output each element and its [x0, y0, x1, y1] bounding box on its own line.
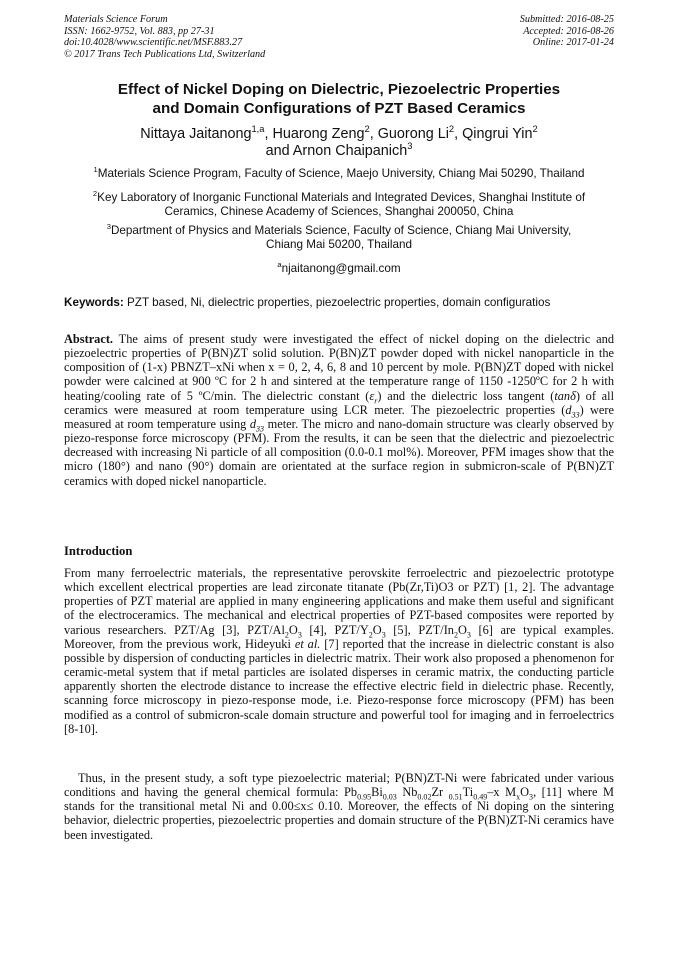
publication-dates: [520, 14, 614, 49]
author-affiliation-mark: 2: [532, 124, 538, 135]
author-name: Guorong Li: [377, 126, 449, 142]
author-list: Nittaya Jaitanong$^{1,a}$, Huarong Zeng$^2$, Guorong Li$^2$, Qingrui Yin$^2$ and Arnon Chaipanich$^3$: [140, 124, 538, 159]
affiliation-1: $^1$Materials Science Program, Faculty of Science, Maejo University, Chiang Mai 50290, Thailand: [93, 165, 585, 180]
issn-line: ISSN: 1662-9752, Vol. 883, pp 27-31: [64, 25, 215, 37]
author-affiliation-mark: 3: [407, 141, 413, 152]
abstract-paragraph: Abstract. The aims of present study were investigated the effect of nickel doping on the dielectric and piezoelectric properties of P(BN)ZT solid solution. P(BN)ZT powder doped with nickel nanoparticle in the composition of (1-x) PBNZT–xNi when x = 0, 2, 4, 6, 8 and 10 percent by mole. P(BN)ZT doped with nickel powder were calcined at 900 ºC for 2 h and sintered at the temperature range of 1150 -1250ºC for 2 h with heating/cooling rate of 5 ºC/min. The dielectric constant $(\varepsilon_r)$ and the dielectric loss tangent (tanδ) of all ceramics were measured at room temperature using LCR meter. The piezoelectric properties $(d_{33})$ were measured at room temperature using $d_{33}$ meter. The micro and nano-domain structure was clearly observed by piezo-response force microscopy (PFM). From the results, it can be seen that the dielectric and piezoelectric decreased with increasing Ni particle of all composition (0.0-0.1 mol%). Moreover, PFM images show that the micro (180°) and nano (90°) domain are orientated at the surface region in submicron-scale of P(BN)ZT ceramics with doped nickel nanoparticle.: [64, 332, 615, 488]
author-affiliation-mark: 2: [364, 124, 370, 135]
author-name: Huarong Zeng: [272, 126, 365, 142]
introduction-paragraph-2: Thus, in the present study, a soft type piezoelectric material; P(BN)ZT-Ni were fabricated under various conditions and having the general chemical formula: $Pb_{0.95}Bi_{0.03}$ $Nb_{0.02}Zr$ $_{0.51}Ti_{0.49}-x$ $M_xO_3$, [11] where M stands for the transitional metal Ni and 0.00≤x≤ 0.10. Moreover, the effects of Ni doping on the sintering behavior, dielectric properties, piezoelectric properties and domain structure of the P(BN)ZT-Ni ceramics have been investigated.: [64, 771, 614, 842]
journal-info: [64, 14, 265, 60]
accepted-date: Accepted: 2016-08-26: [523, 25, 614, 37]
paper-title: [64, 80, 614, 118]
title-line-2: and Domain Configurations of PZT Based Ceramics: [152, 100, 526, 117]
author-name: Qingrui Yin: [462, 126, 533, 142]
introduction-paragraph-1: From many ferroelectric materials, the representative perovskite ferroelectric and piezoelectric prototype which excellent electrical properties are lead zirconate titanate (Pb(Zr,Ti)O3 or PZT) [1, 2]. The advantage properties of PZT material are applied in many engineering applications and make them useful and significant of the electroceramics. The mechanical and electrical properties of PZT-based composites were reported by various researchers. PZT/Ag [3], PZT/$Al_2O_3$ [4], PZT/$Y_2O_3$ [5], PZT/$In_2O_3$ [6] are typical examples. Moreover, from the previous work, Hideyuki et al. [7] reported that the increase in dielectric constant is also possible by dispersion of conducting particles in dielectric matrix. Their work also proposed a phenomenon for ceramic-metal system that if metal particles are isolated disperses in ceramic matrix, the conducting particle apparently shorten the electrode distance to increase the effective electric field in dielectric phase. Recently, scanning force microscopy in piezo-response mode, i.e. Piezo-response force microscopy (PFM) has been modified as a control of submicron-scale domain structure and powerful tool for imaging and in ferroelectrics [8-10].: [64, 566, 614, 736]
submitted-date: Submitted: 2016-08-25: [519, 14, 614, 25]
online-date: Online: 2017-01-24: [532, 37, 614, 49]
affiliation-3: $^3$Department of Physics and Materials Science, Faculty of Science, Chiang Mai University, Chiang Mai 50200, Thailand: [106, 222, 572, 252]
author-affiliation-mark: 1,a: [251, 124, 265, 135]
keywords: [64, 296, 618, 310]
author-name: Nittaya Jaitanong: [140, 126, 252, 142]
author-name: Arnon Chaipanich: [292, 143, 408, 159]
keywords-text: PZT based, Ni, dielectric properties, piezoelectric properties, domain configuratios: [123, 296, 551, 309]
journal-name: Materials Science Forum: [64, 14, 168, 25]
abstract-label: Abstract.: [64, 332, 114, 346]
keywords-label: Keywords:: [64, 296, 124, 309]
affiliation-2: $^2$Key Laboratory of Inorganic Functional Materials and Integrated Devices, Shanghai Institute of Ceramics, Chinese Academy of Sciences, Shanghai 200050, China: [92, 189, 586, 219]
corresponding-email: $^a$njaitanong@gmail.com: [277, 260, 401, 275]
doi-line: doi:10.4028/www.scientific.net/MSF.883.27: [64, 37, 243, 49]
copyright-line: © 2017 Trans Tech Publications Ltd, Switzerland: [64, 48, 266, 60]
section-heading-introduction: Introduction: [64, 544, 133, 558]
title-line-1: Effect of Nickel Doping on Dielectric, Piezoelectric Properties: [117, 81, 561, 98]
author-affiliation-mark: 2: [448, 124, 455, 135]
